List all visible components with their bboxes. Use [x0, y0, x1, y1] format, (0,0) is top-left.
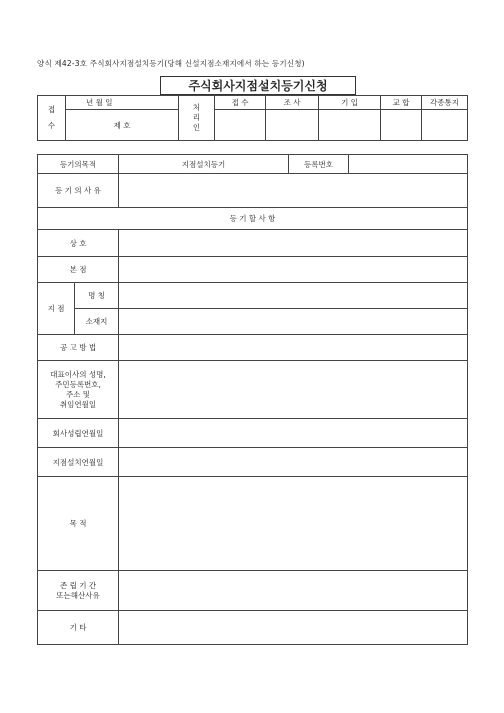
trade-name-field[interactable]	[119, 230, 468, 257]
reason-label: 등 기 의 사 유	[38, 174, 119, 208]
company-est-field[interactable]	[119, 419, 468, 448]
stamp-collation[interactable]	[381, 110, 422, 141]
notice-method-field[interactable]	[119, 335, 468, 361]
head-office-label: 본 점	[38, 257, 119, 283]
form-caption: 양식 제42-3호 주식회사지점설치등기(당해 신설지점소재지에서 하는 등기신청)	[37, 59, 305, 68]
branch-location-field[interactable]	[119, 309, 468, 335]
head-office-field[interactable]	[119, 257, 468, 283]
branch-location-label: 소재지	[75, 309, 119, 335]
duration-label: 존 립 기 간 또는해산사유	[38, 571, 119, 611]
section-header: 등 기 할 사 항	[38, 208, 468, 230]
col-review: 조 사	[266, 96, 319, 110]
receipt-table	[37, 95, 468, 141]
branch-name-label: 명 칭	[75, 283, 119, 309]
stamp-notice[interactable]	[422, 110, 468, 141]
receipt-date-label: 년 월 일	[66, 96, 179, 110]
notice-method-label: 공 고 방 법	[38, 335, 119, 361]
col-receipt: 접 수	[215, 96, 266, 110]
form-title: 주식회사지점설치등기신청	[160, 76, 356, 95]
reg-number-field[interactable]	[349, 155, 468, 174]
purpose-label: 등기의목적	[38, 155, 119, 174]
branch-name-field[interactable]	[119, 283, 468, 309]
stamp-receipt[interactable]	[215, 110, 266, 141]
receipt-number-label: 제 호	[66, 110, 179, 141]
col-entry: 기 입	[319, 96, 381, 110]
purpose-value: 지점설치등기	[119, 155, 289, 174]
trade-name-label: 상 호	[38, 230, 119, 257]
reg-number-label: 등록번호	[289, 155, 349, 174]
reason-field[interactable]	[119, 174, 468, 208]
objective-field[interactable]	[119, 477, 468, 571]
branch-label: 지 점	[38, 283, 75, 335]
other-label: 기 타	[38, 611, 119, 645]
branch-est-label: 지점설치연월일	[38, 448, 119, 477]
stamp-entry[interactable]	[319, 110, 381, 141]
other-field[interactable]	[119, 611, 468, 645]
col-collation: 교 합	[381, 96, 422, 110]
branch-est-field[interactable]	[119, 448, 468, 477]
objective-label: 목 적	[38, 477, 119, 571]
col-notice: 각종통지	[422, 96, 468, 110]
company-est-label: 회사성립연월일	[38, 419, 119, 448]
application-table	[37, 154, 468, 645]
process-label: 처 리 인	[179, 96, 215, 141]
stamp-review[interactable]	[266, 110, 319, 141]
rep-director-field[interactable]	[119, 361, 468, 419]
rep-director-label: 대표이사의 성명, 주민등록번호, 주소 및 취임연월일	[38, 361, 119, 419]
receipt-section-label: 접 수	[38, 96, 66, 141]
duration-field[interactable]	[119, 571, 468, 611]
